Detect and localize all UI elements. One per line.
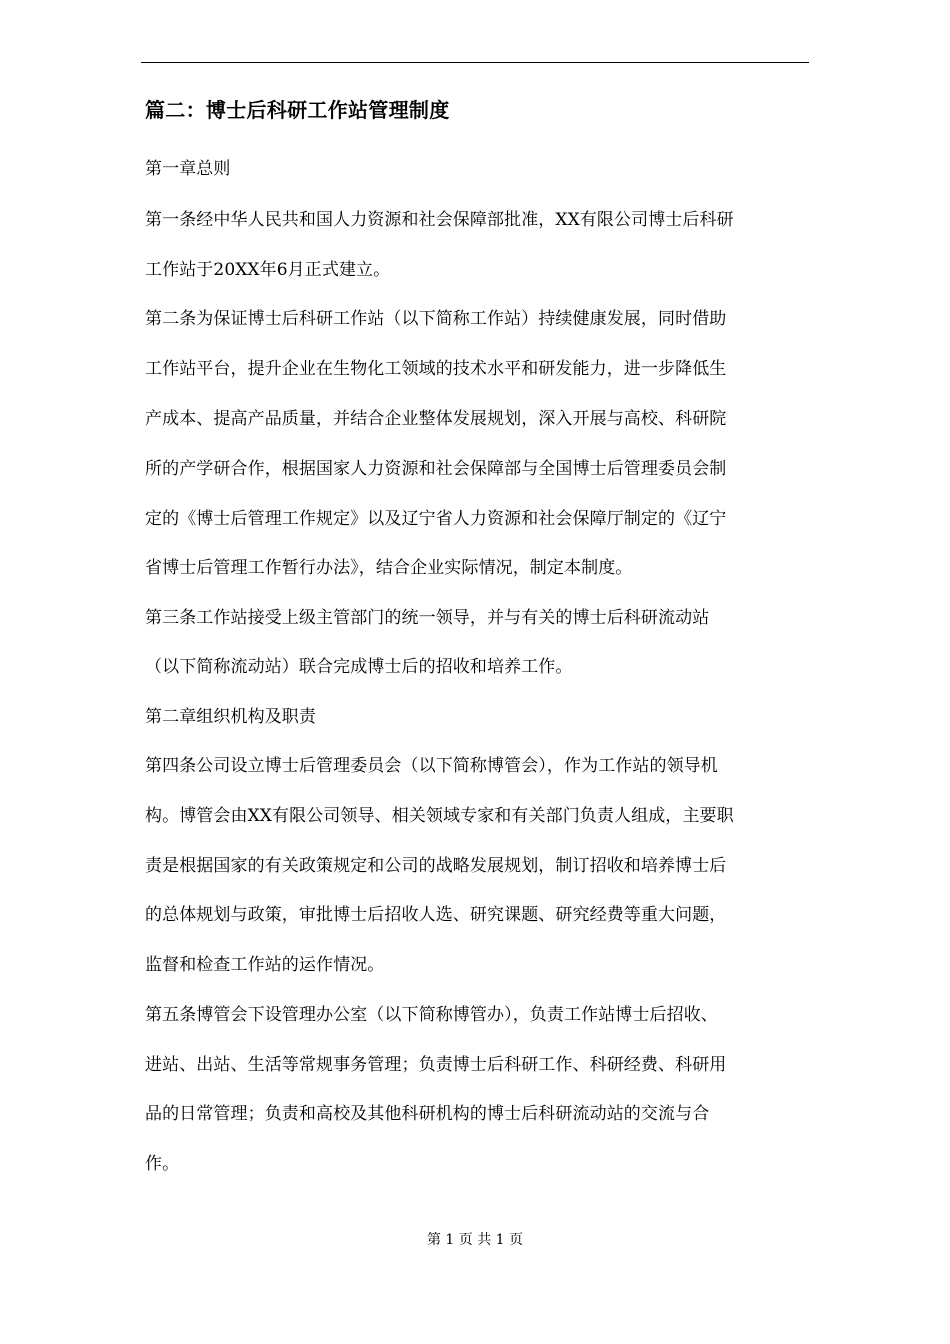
paragraph-line: 工作站平台，提升企业在生物化工领域的技术水平和研发能力，进一步降低生 <box>145 359 727 379</box>
header-rule <box>141 62 809 63</box>
paragraph-line: 构。博管会由XX有限公司领导、相关领域专家和有关部门负责人组成，主要职 <box>145 806 734 826</box>
paragraph-line: 作。 <box>145 1154 180 1174</box>
paragraph-line: 的总体规划与政策，审批博士后招收人选、研究课题、研究经费等重大问题， <box>145 905 727 925</box>
paragraph-line: 第一条经中华人民共和国人力资源和社会保障部批准，XX有限公司博士后科研 <box>145 210 734 230</box>
chapter-heading: 第一章总则 <box>145 159 231 179</box>
paragraph-line: （以下简称流动站）联合完成博士后的招收和培养工作。 <box>145 657 573 677</box>
paragraph-line: 品的日常管理；负责和高校及其他科研机构的博士后科研流动站的交流与合 <box>145 1104 710 1124</box>
paragraph-line: 责是根据国家的有关政策规定和公司的战略发展规划，制订招收和培养博士后 <box>145 856 727 876</box>
paragraph-line: 产成本、提高产品质量，并结合企业整体发展规划，深入开展与高校、科研院 <box>145 409 727 429</box>
paragraph-line: 进站、出站、生活等常规事务管理；负责博士后科研工作、科研经费、科研用 <box>145 1055 727 1075</box>
paragraph-line: 省博士后管理工作暂行办法》，结合企业实际情况，制定本制度。 <box>145 558 633 578</box>
paragraph-line: 工作站于20XX年6月正式建立。 <box>145 260 391 280</box>
paragraph-line: 定的《博士后管理工作规定》以及辽宁省人力资源和社会保障厅制定的《辽宁 <box>145 509 727 529</box>
paragraph-line: 所的产学研合作，根据国家人力资源和社会保障部与全国博士后管理委员会制 <box>145 459 727 479</box>
paragraph-line: 第四条公司设立博士后管理委员会（以下简称博管会），作为工作站的领导机 <box>145 756 718 776</box>
paragraph-line: 第三条工作站接受上级主管部门的统一领导，并与有关的博士后科研流动站 <box>145 608 710 628</box>
document-title: 篇二：博士后科研工作站管理制度 <box>145 98 450 122</box>
page-number: 第 1 页 共 1 页 <box>426 1232 524 1248</box>
paragraph-line: 第五条博管会下设管理办公室（以下简称博管办），负责工作站博士后招收、 <box>145 1005 718 1025</box>
paragraph-line: 第二条为保证博士后科研工作站（以下简称工作站）持续健康发展，同时借助 <box>145 309 727 329</box>
paragraph-line: 监督和检查工作站的运作情况。 <box>145 955 385 975</box>
chapter-heading: 第二章组织机构及职责 <box>145 707 316 727</box>
